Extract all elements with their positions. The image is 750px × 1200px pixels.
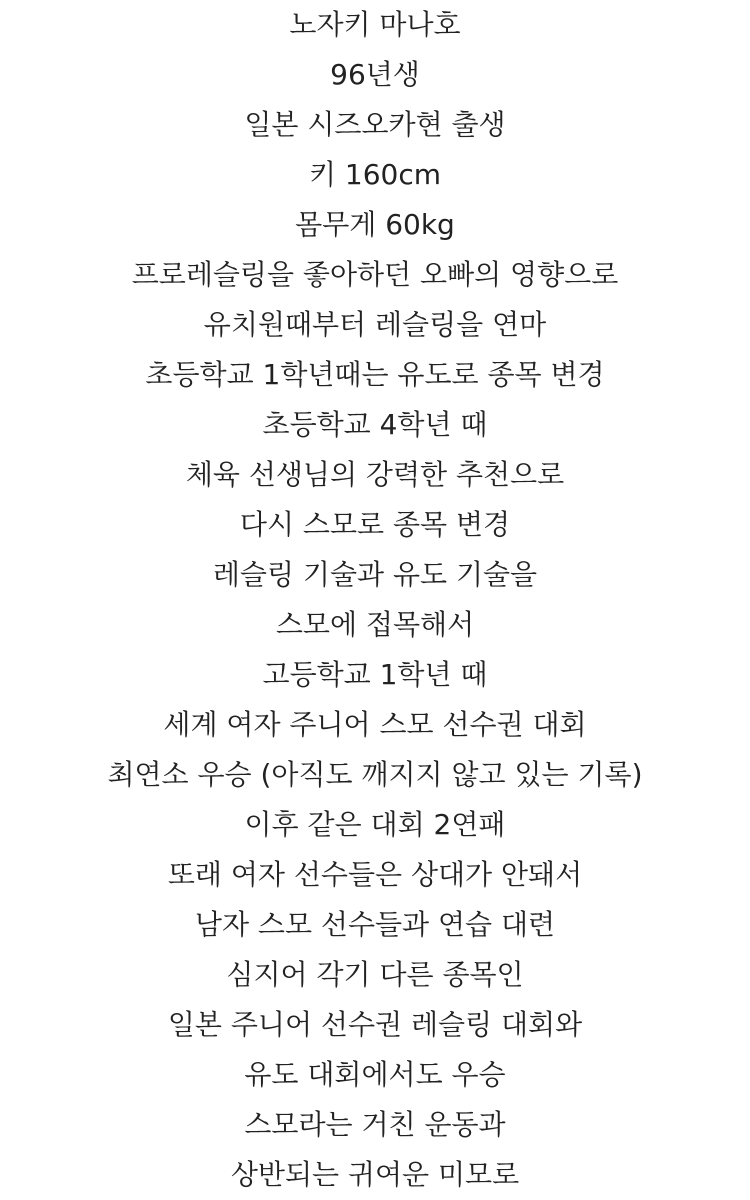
text-line: 상반되는 귀여운 미모로 [230,1158,520,1191]
text-line: 심지어 각기 다른 종목인 [226,958,524,991]
text-line: 프로레슬링을 좋아하던 오빠의 영향으로 [131,258,619,291]
text-line: 고등학교 1학년 때 [262,658,488,691]
text-line-name: 노자키 마나호 [289,8,461,41]
text-line: 또래 여자 선수들은 상대가 안돼서 [167,858,583,891]
text-line: 스모라는 거친 운동과 [244,1108,506,1141]
text-line-weight: 몸무게 60kg [295,208,455,241]
text-line: 초등학교 1학년때는 유도로 종목 변경 [145,358,605,391]
text-line: 초등학교 4학년 때 [262,408,488,441]
text-line: 남자 스모 선수들과 연습 대련 [194,908,556,941]
text-line-birth-year: 96년생 [330,58,420,91]
text-line-birthplace: 일본 시즈오카현 출생 [244,108,506,141]
text-line: 이후 같은 대회 2연패 [244,808,506,841]
text-line: 다시 스모로 종목 변경 [239,508,511,541]
text-line: 체육 선생님의 강력한 추천으로 [185,458,565,491]
text-line: 유치원때부터 레슬링을 연마 [203,308,547,341]
text-line: 레슬링 기술과 유도 기술을 [212,558,538,591]
text-line: 스모에 접목해서 [275,608,475,641]
text-line: 일본 주니어 선수권 레슬링 대회와 [167,1008,583,1041]
text-line: 세계 여자 주니어 스모 선수권 대회 [163,708,587,741]
text-line: 유도 대회에서도 우승 [244,1058,506,1091]
text-line: 최연소 우승 (아직도 깨지지 않고 있는 기록) [107,758,643,791]
text-line-height: 키 160cm [308,158,442,191]
